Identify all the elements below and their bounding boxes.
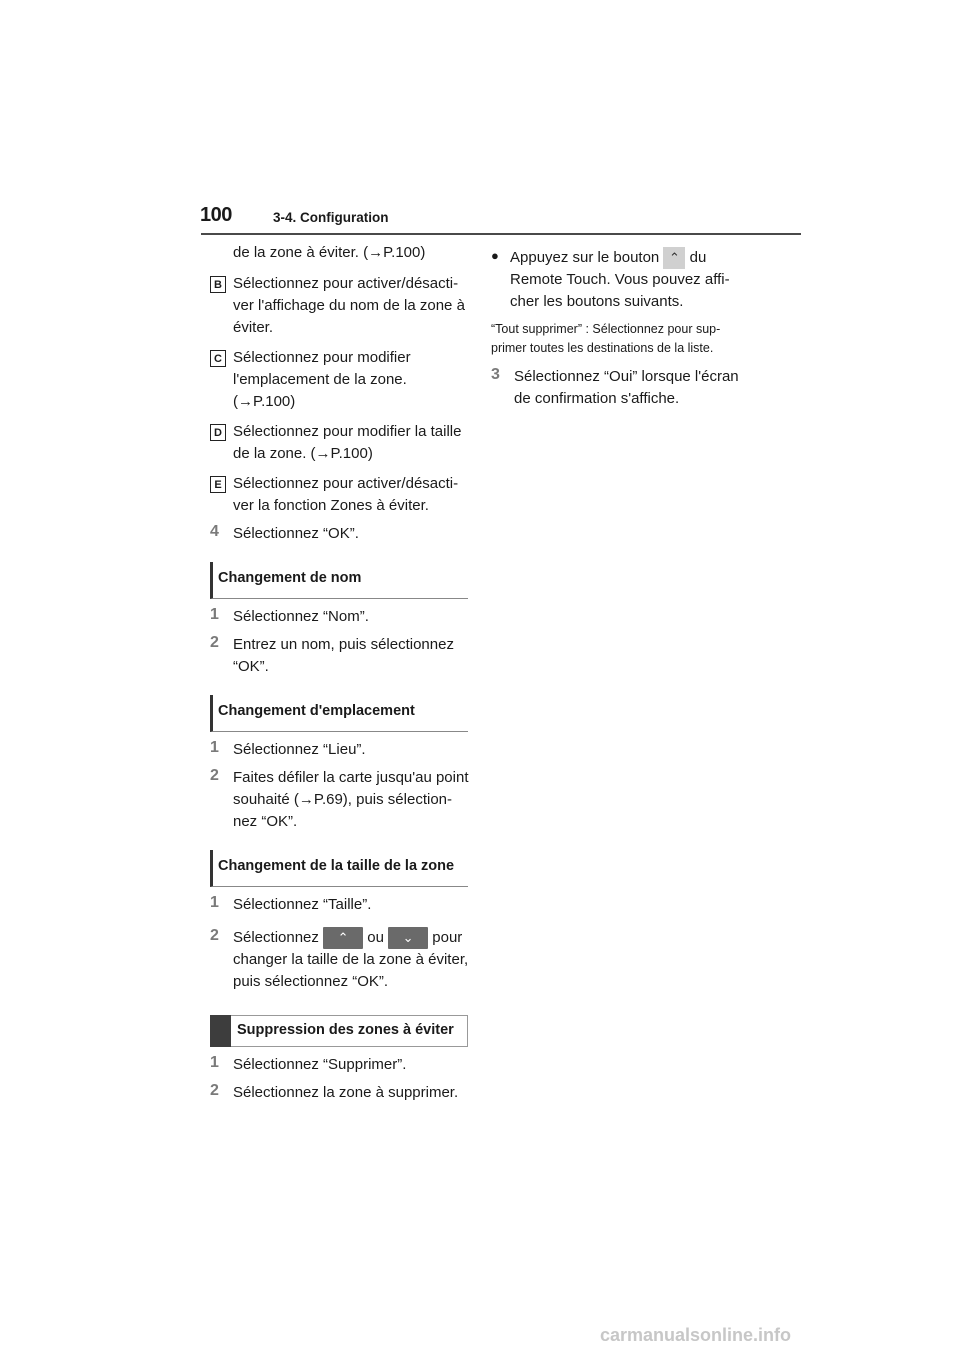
step-number: 1 [210, 894, 219, 911]
header-divider [201, 233, 801, 235]
text-line: Sélectionnez pour modifier [233, 349, 411, 366]
step-text: Sélectionnez “Supprimer”. [233, 1056, 407, 1073]
step-text [514, 366, 739, 410]
text-fragment: du [689, 249, 707, 266]
step-number: 1 [210, 1054, 219, 1071]
page-number: 100 [200, 204, 232, 226]
text-line: primer toutes les destinations de la liste. [491, 341, 714, 355]
text-line: Entrez un nom, puis sélectionnez [233, 636, 454, 653]
step-text [233, 927, 468, 993]
step-text: Sélectionnez “Lieu”. [233, 741, 366, 758]
item-d-text [233, 421, 461, 465]
note-text [491, 320, 720, 358]
text-line: ver la fonction Zones à éviter. [233, 497, 429, 514]
bullet-icon: ● [491, 248, 499, 263]
step-number: 2 [210, 1082, 219, 1099]
label-c: C [210, 350, 226, 367]
text-line: “OK”. [233, 658, 269, 675]
text-fragment: pour [432, 929, 463, 946]
text-fragment: ou [367, 929, 384, 946]
text-line: souhaité (→P.69), puis sélection- [233, 791, 453, 808]
step-text [233, 634, 454, 678]
text-line: Remote Touch. Vous pouvez affi- [510, 271, 730, 289]
step-number: 2 [210, 634, 219, 651]
step-text: Sélectionnez la zone à supprimer. [233, 1084, 459, 1101]
heading-text: Suppression des zones à éviter [237, 1022, 454, 1038]
step-number: 1 [210, 739, 219, 756]
text-line: nez “OK”. [233, 813, 298, 830]
chevron-up-icon: ⌃ [323, 927, 363, 949]
text-line: (→P.100) [233, 393, 296, 410]
section-heading-delete [210, 1015, 468, 1047]
item-c-text [233, 347, 411, 413]
text-line: éviter. [233, 319, 274, 336]
section-heading-location: Changement d'emplacement [210, 695, 468, 732]
step-number: 3 [491, 366, 500, 383]
text-line: Sélectionnez pour activer/désacti- [233, 275, 459, 292]
section-heading-name: Changement de nom [210, 562, 468, 599]
text-line-with-icon [510, 247, 730, 269]
chevron-down-icon: ⌄ [388, 927, 428, 949]
text-line: l'emplacement de la zone. [233, 371, 407, 388]
text-line: changer la taille de la zone à éviter, [233, 951, 469, 969]
text-line: cher les boutons suivants. [510, 293, 684, 311]
text-line: puis sélectionnez “OK”. [233, 973, 389, 991]
step-number: 4 [210, 523, 219, 540]
step-number: 2 [210, 927, 219, 944]
text-fragment: Sélectionnez [233, 929, 319, 946]
double-chevron-up-icon: ⌃ [663, 247, 685, 269]
text-line: de la zone. (→P.100) [233, 445, 373, 462]
step-number: 2 [210, 767, 219, 784]
step-text [233, 767, 469, 833]
step-text: Sélectionnez “Nom”. [233, 608, 369, 625]
label-e: E [210, 476, 226, 493]
item-b-text [233, 273, 465, 339]
item-e-text [233, 473, 458, 517]
bullet-text [510, 247, 730, 313]
step-text: Sélectionnez “Taille”. [233, 896, 372, 913]
intro-line: de la zone à éviter. (→P.100) [233, 244, 426, 261]
watermark: carmanualsonline.info [600, 1325, 792, 1345]
step-number: 1 [210, 606, 219, 623]
text-line-with-icons [233, 927, 468, 949]
section-title: 3-4. Configuration [273, 210, 389, 225]
section-heading-size: Changement de la taille de la zone [210, 850, 468, 887]
text-line: ver l'affichage du nom de la zone à [233, 297, 465, 314]
text-line: Sélectionnez pour activer/désacti- [233, 475, 459, 492]
text-line: “Tout supprimer” : Sélectionnez pour sup- [491, 322, 721, 336]
step-text: Sélectionnez “OK”. [233, 525, 359, 542]
text-line: Faites défiler la carte jusqu'au point [233, 769, 469, 786]
text-line: de confirmation s'affiche. [514, 390, 680, 407]
heading-marker [210, 1015, 231, 1047]
text-line: Sélectionnez “Oui” lorsque l'écran [514, 368, 739, 385]
label-d: D [210, 424, 226, 441]
label-b: B [210, 276, 226, 293]
text-fragment: Appuyez sur le bouton [510, 249, 660, 266]
text-line: Sélectionnez pour modifier la taille [233, 423, 462, 440]
